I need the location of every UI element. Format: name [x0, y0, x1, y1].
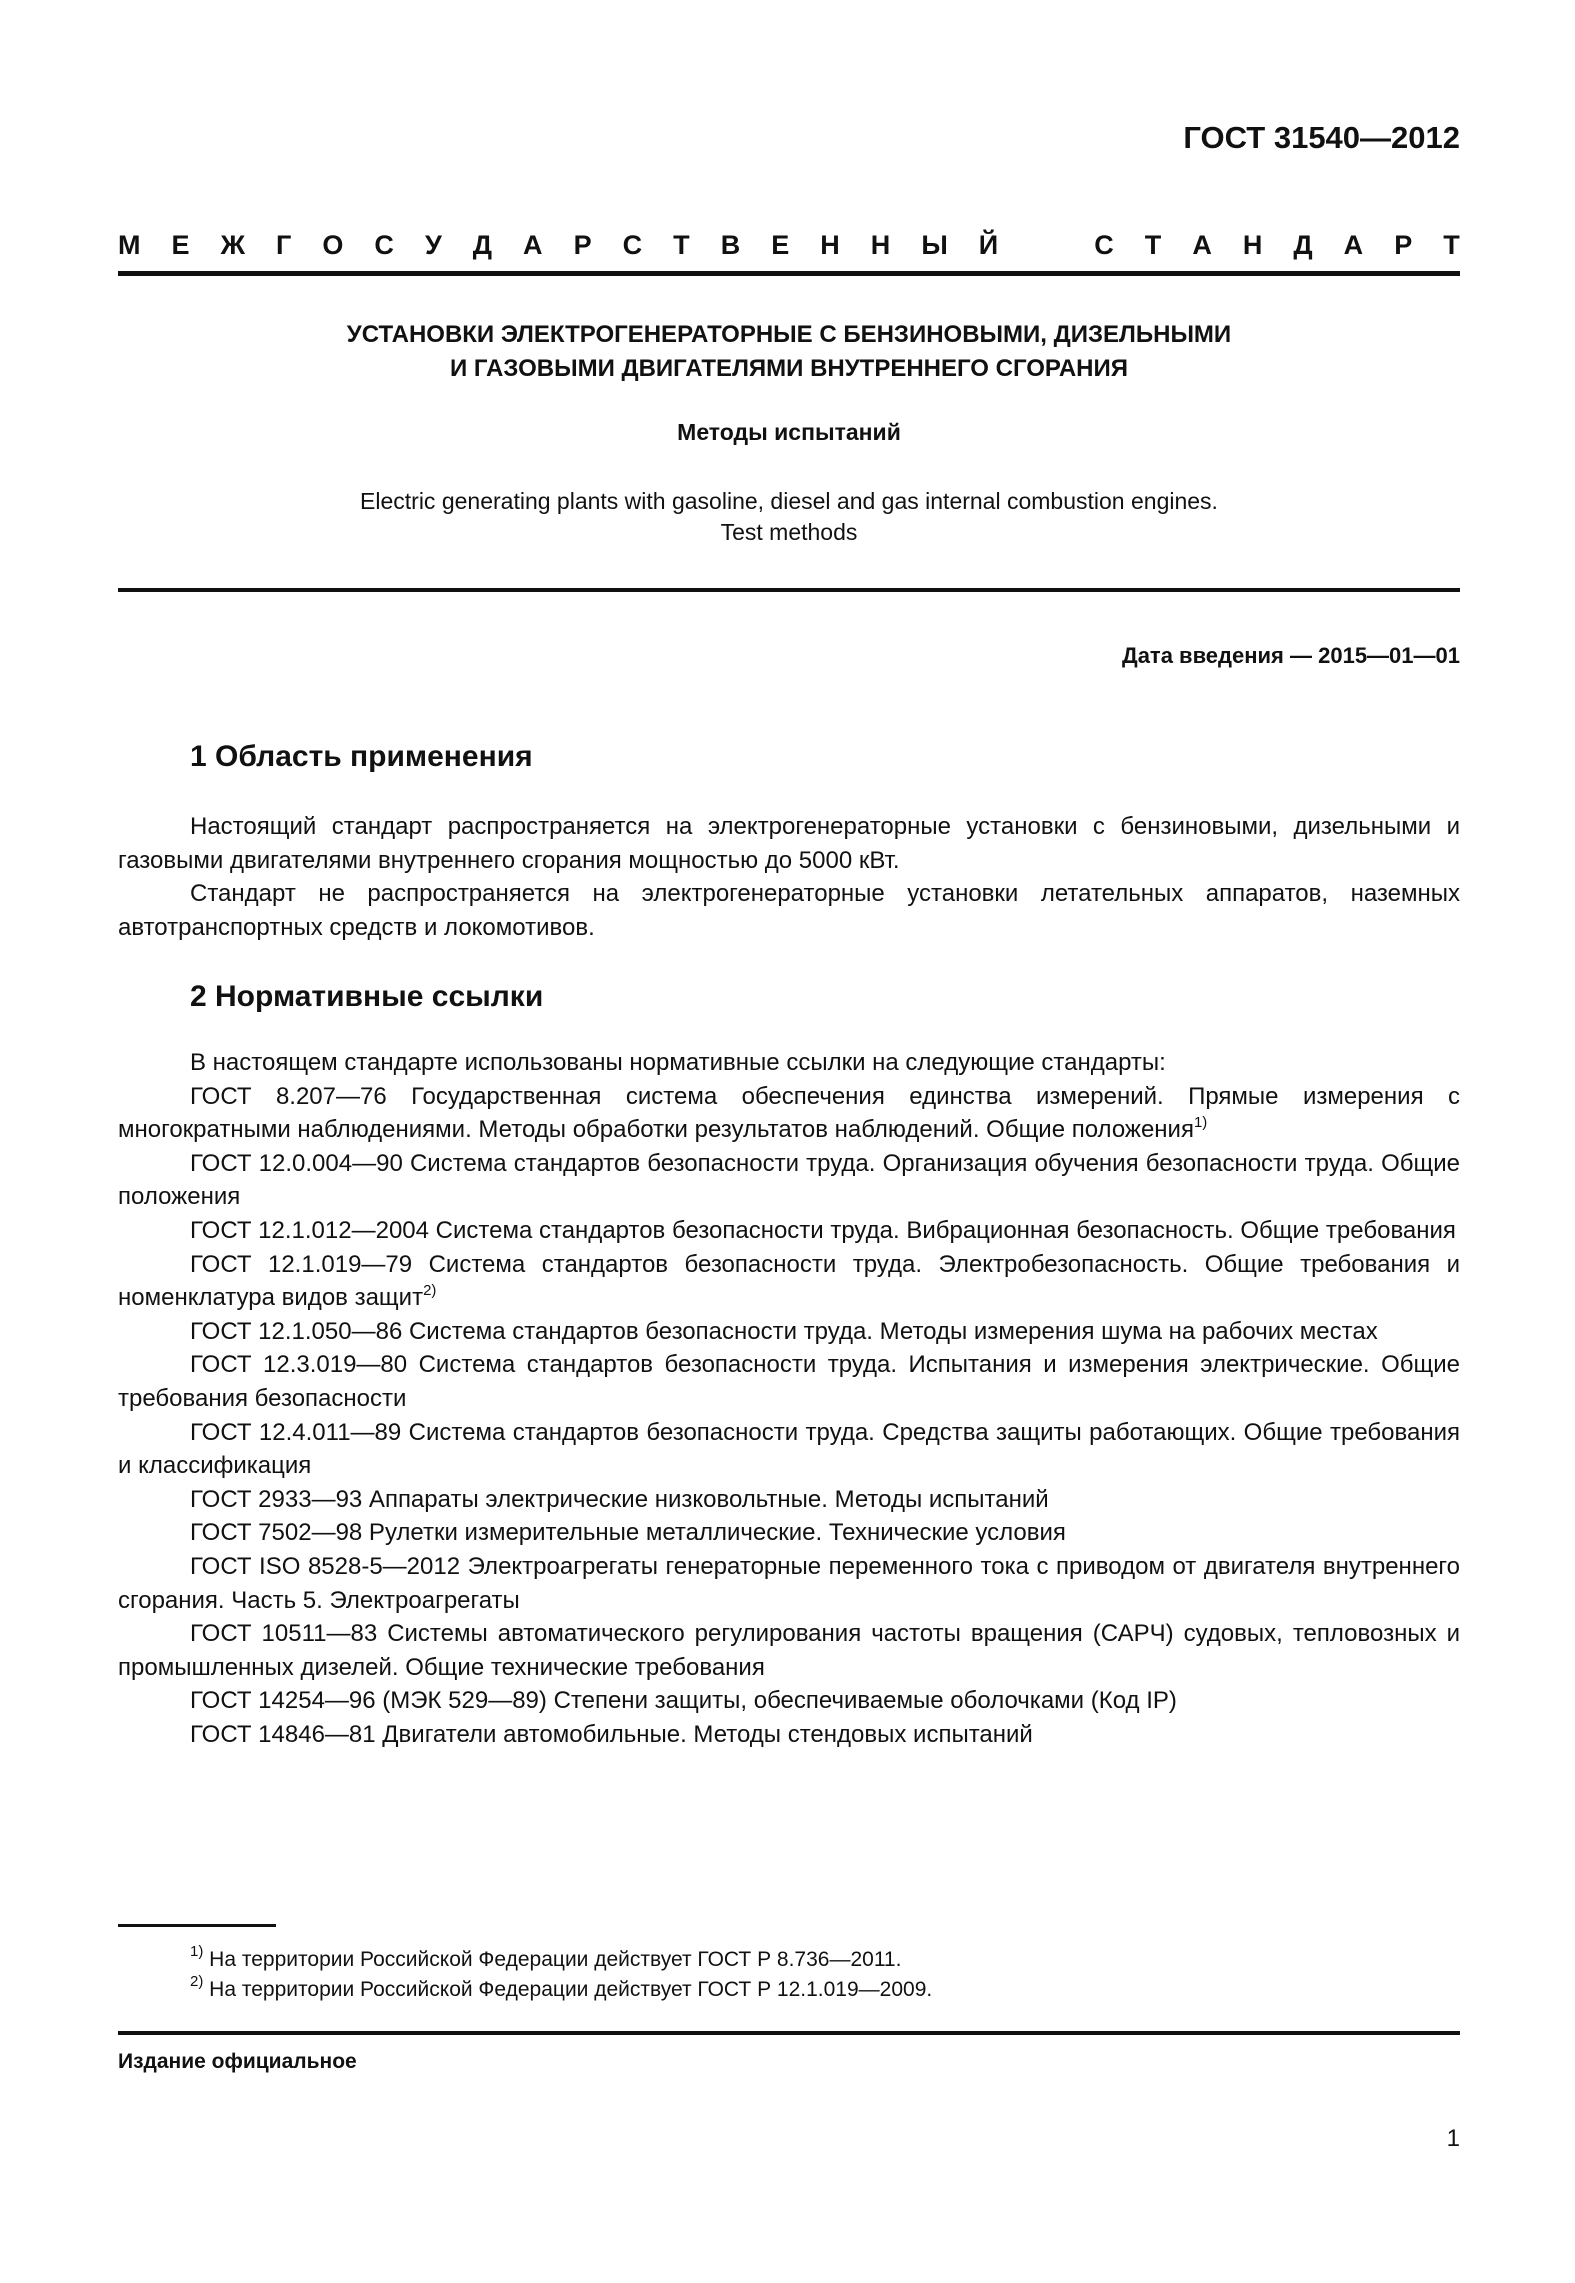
reference-text: ГОСТ 7502—98 Рулетки измерительные металлические. Технические условия — [190, 1519, 1066, 1547]
reference-item — [118, 1248, 1460, 1315]
heading-letter: Д — [1293, 230, 1313, 260]
heading-letter: Т — [1443, 230, 1460, 260]
footnote-number: 2) — [190, 1973, 204, 1990]
reference-item — [118, 1416, 1460, 1483]
heading-letter: Е — [171, 230, 190, 260]
heading-letter: А — [1192, 230, 1212, 260]
reference-item — [118, 1617, 1460, 1684]
footnotes — [190, 1945, 932, 2005]
reference-text: ГОСТ ISO 8528-5—2012 Электроагрегаты генераторные переменного тока с приводом от двигателя внутреннего сгорания. Часть 5. Электроагрегаты — [118, 1552, 1460, 1614]
title-line-2: И ГАЗОВЫМИ ДВИГАТЕЛЯМИ ВНУТРЕННЕГО СГОРАНИЯ — [450, 355, 1128, 382]
heading-letter: Е — [771, 230, 790, 260]
footnote — [190, 1975, 932, 2005]
reference-text: ГОСТ 12.4.011—89 Система стандартов безопасности труда. Средства защиты работающих. Общие требования и классификация — [118, 1418, 1460, 1480]
bottom-rule — [118, 2031, 1460, 2035]
heading-letter: У — [424, 230, 442, 260]
edition-label: Издание официальное — [118, 2050, 357, 2073]
word-gap — [1029, 230, 1063, 261]
reference-item — [118, 1684, 1460, 1718]
interstate-standard-heading — [118, 230, 1460, 261]
footnote-mark: 2) — [423, 1282, 437, 1300]
heading-letter: Й — [978, 230, 999, 260]
heading-letter: О — [322, 230, 344, 260]
reference-item — [118, 1550, 1460, 1617]
reference-item — [118, 1315, 1460, 1349]
section-2-heading: 2 Нормативные ссылки — [190, 980, 544, 1013]
heading-letter: Ы — [921, 230, 948, 260]
document-subtitle: Методы испытаний — [677, 419, 901, 445]
introduction-date: Дата введения — 2015—01—01 — [1122, 643, 1460, 668]
reference-text: ГОСТ 8.207—76 Государственная система обеспечения единства измерений. Прямые измерения с многократными наблюдениями. Методы обработки результатов наблюдений. Общие положения — [118, 1082, 1460, 1144]
reference-text: ГОСТ 2933—93 Аппараты электрические низковольтные. Методы испытаний — [190, 1485, 1049, 1513]
section-1-body — [118, 810, 1460, 944]
reference-text: ГОСТ 12.0.004—90 Система стандартов безопасности труда. Организация обучения безопасности труда. Общие положения — [118, 1149, 1460, 1211]
title-line-1: УСТАНОВКИ ЭЛЕКТРОГЕНЕРАТОРНЫЕ С БЕНЗИНОВЫМИ, ДИЗЕЛЬНЫМИ — [346, 321, 1232, 348]
document-title — [118, 318, 1460, 386]
heading-letter: Н — [870, 230, 891, 260]
footnote-text: На территории Российской Федерации действует ГОСТ Р 8.736—2011. — [203, 1948, 902, 1971]
heading-letter: Н — [820, 230, 840, 260]
reference-text: ГОСТ 12.1.019—79 Система стандартов безопасности труда. Электробезопасность. Общие требования и номенклатура видов защит — [118, 1250, 1460, 1312]
reference-item — [118, 1080, 1460, 1147]
english-title — [118, 486, 1460, 548]
reference-item — [118, 1147, 1460, 1214]
paragraph: Стандарт не распространяется на электрогенераторные установки летательных аппаратов, наземных автотранспортных средств и локомотивов. — [118, 880, 1460, 941]
reference-text: ГОСТ 12.3.019—80 Система стандартов безопасности труда. Испытания и измерения электрические. Общие требования безопасности — [118, 1351, 1460, 1412]
heading-letter: С — [1094, 230, 1114, 260]
heading-letter: Р — [1394, 230, 1413, 260]
heading-letter: А — [523, 230, 543, 260]
reference-text: ГОСТ 14846—81 Двигатели автомобильные. Методы стендовых испытаний — [190, 1720, 1033, 1748]
reference-item — [118, 1516, 1460, 1550]
heading-letter: Ж — [220, 230, 245, 260]
footnote-separator — [118, 1924, 276, 1927]
heading-letter: М — [118, 230, 141, 260]
footnote-number: 1) — [190, 1943, 204, 1960]
reference-item — [118, 1718, 1460, 1752]
heading-letter: С — [374, 230, 394, 260]
heading-letter: Т — [1144, 230, 1162, 260]
heading-letter: Т — [673, 230, 690, 260]
section-2-body — [118, 1046, 1460, 1751]
reference-text: ГОСТ 12.1.012—2004 Система стандартов безопасности труда. Вибрационная безопасность. Общие требования — [190, 1216, 1456, 1244]
reference-text: ГОСТ 12.1.050—86 Система стандартов безопасности труда. Методы измерения шума на рабочих местах — [190, 1317, 1378, 1345]
footnote-text: На территории Российской Федерации действует ГОСТ Р 12.1.019—2009. — [203, 1978, 933, 2001]
english-title-line-1: Electric generating plants with gasoline, diesel and gas internal combustion engines. — [360, 488, 1218, 514]
heading-letter: В — [720, 230, 741, 260]
footnote — [190, 1945, 932, 1975]
reference-item — [118, 1348, 1460, 1415]
reference-text: ГОСТ 10511—83 Системы автоматического регулирования частоты вращения (САРЧ) судовых, тепловозных и промышленных дизелей. Общие технические требования — [118, 1620, 1460, 1681]
reference-item — [118, 1214, 1460, 1248]
footnote-mark: 1) — [1193, 1114, 1208, 1132]
reference-text: ГОСТ 14254—96 (МЭК 529—89) Степени защиты, обеспечиваемые оболочками (Код IP) — [190, 1687, 1177, 1715]
paragraph: Настоящий стандарт распространяется на электрогенераторные установки с бензиновыми, дизельными и газовыми двигателями внутреннего сгорания мощностью до 5000 кВт. — [118, 813, 1460, 874]
heading-letter: Н — [1242, 230, 1263, 260]
heading-letter: Г — [276, 230, 292, 260]
reference-item — [118, 1483, 1460, 1517]
section-2-intro: В настоящем стандарте использованы нормативные ссылки на следующие стандарты: — [190, 1049, 1166, 1076]
heading-letter: Р — [573, 230, 592, 260]
page-number: 1 — [1446, 2125, 1460, 2152]
section-1-heading: 1 Область применения — [190, 740, 533, 773]
standard-number: ГОСТ 31540—2012 — [1183, 120, 1460, 155]
english-title-line-2: Test methods — [720, 519, 858, 545]
heading-letter: Д — [472, 230, 493, 260]
title-rule — [118, 588, 1460, 592]
top-rule — [118, 271, 1460, 276]
heading-letter: А — [1343, 230, 1364, 260]
heading-letter: С — [622, 230, 643, 260]
